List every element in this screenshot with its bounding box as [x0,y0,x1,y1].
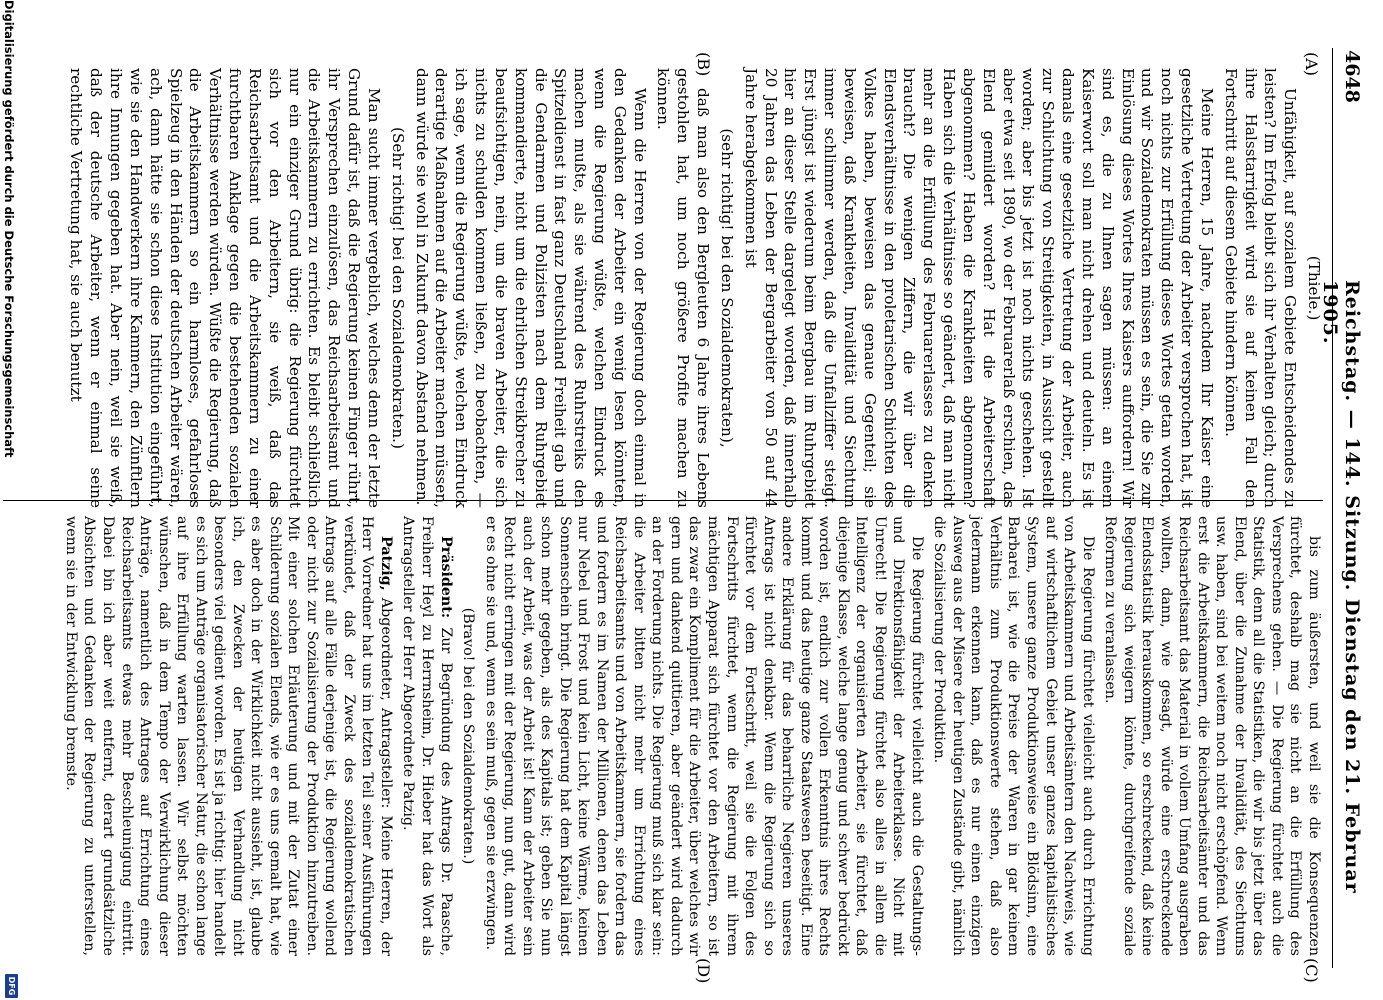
column-divider [3,500,1323,501]
page-number: 4648 [1341,50,1363,103]
interjection: (Bravo! bei den Sozialdemokraten.) [460,607,477,865]
speaker-name: Patzig, [377,536,394,591]
speech-paragraph [61,516,395,956]
margin-marker-a: (A) [1302,52,1321,77]
header-rule [1332,48,1333,968]
body-paragraph: Meine Herren, 15 Jahre, nachdem Ihr Kaiser eine gesetzliche Vertretung der Arbeiter versprochen hat, ist noch nichts zur Erfüllung dieses Wortes getan worden, und wir Sozialdemokraten müssen es sein, die Sie zur Einlösung dieses Wortes Ihres Kaisers auffordern! Wir sind es, die zu Ihnen sagen müssen: an einem Kaiserwort soll man nicht drehen und deuteln. Es ist damals eine gesetzliche Vertretung der Arbeiter, auch zur Schlichtung von Streitigkeiten, in Aussicht gestellt worden; aber bis jetzt ist noch nichts geschehen. Ist aber etwa seit 1890, wo der Februarerlaß erschien, das Elend gemildert worden? Hat die Arbeiterschaft abgenommen? Haben die Krankheiten abgenommen? Haben sich die Verhältnisse so geändert, daß man nicht mehr an die Erfüllung des Februarerlasses zu denken braucht? Die wenigen Ziffern, die wir über die Elendsverhältnisse in den proletarischen Schichten des Volkes haben, beweisen das genaue Gegenteil; sie beweisen, daß Krankheiten, Invalidität und Siechtum immer schlimmer werden, daß die Unfallziffer steigt. Erst jüngst ist wiederum beim Bergbau im Ruhrgebiet hier an dieser Stelle dargelegt worden, daß innerhalb 20 Jahren das Leben der Bergarbeiter von 50 auf 44 Jahre herabgekommen ist [741,68,1216,508]
body-paragraph: Unfähigkeit, auf sozialem Gebiete Entscheidendes zu leisten? Im Erfolg bleibt sich ihr Verhalten gleich; durch ihre Halsstarrigkeit wird sie auf keinen Fall den Fortschritt auf diesem Gebiete hindern können. [1221,68,1300,508]
interjection: (Sehr richtig! bei den Sozialdemokraten.) [388,127,407,449]
speech-text: Zur Begründung des Antrags Dr. Paasche, Freiherr Heyl zu Herrnsheim, Dr. Hieber hat das Wort als Antragsteller der Herr Abgeordnete Patzig. [400,516,454,957]
body-paragraph: Die Regierung fürchtet vielleicht auch durch Errichtung von Arbeitskammern und Arbeitsämtern den Nachweis, wie auf wirtschaftlichem Gebiet unser ganzes kapitalistisches System, unsere ganze Produktionsweise ein Blödsinn, eine Barbarei ist, wie die Preise der Waren in gar keinem Verhältnis zum Produktionswerte stehen, daß also jedermann erkennen kann, daß es nur einen einzigen Ausweg aus der Misere der heutigen Zustände gibt, nämlich die Sozialisierung der Produktion. [931,516,1096,956]
speech-text: Abgeordneter, Antragsteller: Meine Herren, der Herr Vorredner hat uns im letzten Teil seiner Ausführungen verkündet, daß der Zweck des sozialdemokratischen Antrags auf alle Fälle derjenige ist, die Regierung wollend oder nicht zur Sozialisierung der Produktion hinzutreiben. Mit einer solchen Erläuterung und mit der Zutat einer Schilderung sozialen Elends, wie er es uns gemalt hat, wie es aber doch in der Wirklichkeit nicht aussieht, ist, glaube ich, den Zwecken der heutigen Verhandlung nicht besonders viel gedient worden. Es ist ja richtig: hier handelt es sich um Anträge organisatorischer Natur, die schon lange auf ihre Erfüllung warten lassen. Wir selbst möchten wünschen, daß in dem Tempo der Verwirklichung dieser Anträge, namentlich des Antrages auf Errichtung eines Reichsarbeitsamts etwas mehr Beschleunigung eintritt. Dabei bin ich aber weit entfernt, derart grundsätzliche Absichten und Gedanken der Regierung zu unterstellen, wenn sie in der Entwicklung bremste. [62,516,394,956]
speaker-attribution: (Thiele.) [1305,255,1323,321]
dfg-logo: DFG [5,974,18,998]
footer [0,0,20,1000]
margin-marker-b: (B) [694,52,713,77]
body-paragraph: Die Regierung fürchtet vielleicht auch die Gestaltungs- und Direktionsfähigkeit der Arbeiterklasse. Nicht mit Unrecht! Die Regierung fürchtet also alles in allem die Intelligenz der organisierten Arbeiter, sie fürchtet, daß diejenige Klasse, welche lange genug und schwer bedrückt worden ist, endlich zur vollen Erkenntnis ihres Rechts kommt und das heutige ganze Staatswesen beseitigt. Eine andere Erklärung für das beharrliche Negieren unseres Antrags ist nicht denkbar. Wenn die Regierung sich so fürchtet vor dem Fortschritt, weil sie die Folgen des Fortschritts fürchtet, wenn die Regierung mit ihrem mächtigen Apparat sich fürchtet vor den Arbeitern, so ist das zwar ein Kompliment für die Arbeiter, über welches wir gern und dankend quittieren, aber geändert wird dadurch an der Forderung nichts. Die Regierung muß sich klar sein: die Arbeiter bitten nicht mehr um Errichtung eines Reichsarbeitsamts und von Arbeitskammern, sie fordern das und fordern es im Namen der Millionen, denen das Leben nur Nebel und Frost und kein Licht, keine Wärme, keinen Sonnenschein bringt. Die Regierung hat dem Kapital längst schon mehr gegeben, als des Kapitals ist; geben Sie nun auch der Arbeit, was der Arbeit ist! Kann der Arbeiter sein Recht nicht erringen mit der Regierung, nun gut, dann wird er es ohne sie und, wenn es sein muß, gegen sie erzwingen. [482,516,925,956]
margin-marker-c: (C) [1302,958,1321,983]
body-paragraph: daß man also den Bergleuten 6 Jahre ihres Lebens gestohlen hat, um noch größere Profite machen zu können. [654,68,713,508]
interjection: (sehr richtig! bei den Sozialdemokraten), [717,128,736,448]
running-head: Reichstag. — 144. Sitzung. Dienstag den 21. Februar 1905. [1319,280,1363,894]
margin-marker-d: (D) [694,958,713,984]
left-column [62,68,1323,508]
digitization-credit: Digitalisierung gefördert durch die Deutsche Forschungsgemeinschaft [2,0,16,458]
body-paragraph: bis zum äußersten, und weil sie die Konsequenzen fürchtet, deshalb mag sie nicht an die Erfüllung des Versprechens gehen. — Die Regierung fürchtet auch die Statistik, denn all die Statistiken, die wir bis jetzt über das Elend, über die Zunahme der Invalidität, des Siechtums usw. haben, sind bei weitem noch nicht erschöpfend. Wenn erst die Arbeitskammern, die Reichsarbeitsämter und das Reichsarbeitsamt das Material in vollem Umfang ausgraben wollten, dann, wie gesagt, würde eine erschreckende Elendsstatistik herauskommen, so erschreckend, daß keine Regierung sich weigern könnte, durchgreifende soziale Reformen zu veranlassen. [1102,516,1322,956]
body-paragraph: Man sucht immer vergeblich, welches denn der letzte Grund dafür ist, daß die Regierung keinen Finger rührt, ihr Versprechen einzulösen, das Reichsarbeitsamt und die Arbeitskammern zu errichten. Es bleibt schließlich nur ein einziger Grund übrig: die Regierung fürchtet sich vor den Arbeitern, sie weiß, daß das Reichsarbeitsamt und die Arbeitskammern zu einer furchtbaren Anklage gegen die bestehenden sozialen Verhältnisse werden würden. Wüßte die Regierung, daß die Arbeitskammern so ein harmloses, gefahrloses Spielzeug in den Händen der deutschen Arbeiter wären, ach, dann hätte sie schon diese Institution eingeführt, wie sie den Handwerkern ihre Kammern, den Zünftlern ihre Innungen gegeben hat. Aber nein, weil sie weiß, daß der deutsche Arbeiter, wenn er einmal seine rechtliche Vertretung hat, sie auch benutzt [67,68,383,508]
speaker-name: Präsident: [437,536,454,619]
body-paragraph: Wenn die Herren von der Regierung doch einmal in den Gedanken der Arbeiter ein wenig lesen könnten, wenn die Regierung wüßte, welchen Eindruck es machen mußte, als sie während des Ruhrstreiks den Spitzeldienst in fast ganz Deutschland Freiheit gab und die Gendarmen und Polizisten nach dem Ruhrgebiet kommandierte, nicht um die ehrlichen Streikbrecher zu beaufsichtigen, nein, um die braven Arbeiter, die sich nichts zu schulden kommen ließen, zu beobachten, — ich sage, wenn die Regierung wüßte, welchen Eindruck derartige Maßnahmen auf die Arbeiter machen müssen, dann würde sie wohl in Zukunft davon Abstand nehmen. [412,68,649,508]
right-column [57,516,1323,956]
speech-paragraph [399,516,455,956]
